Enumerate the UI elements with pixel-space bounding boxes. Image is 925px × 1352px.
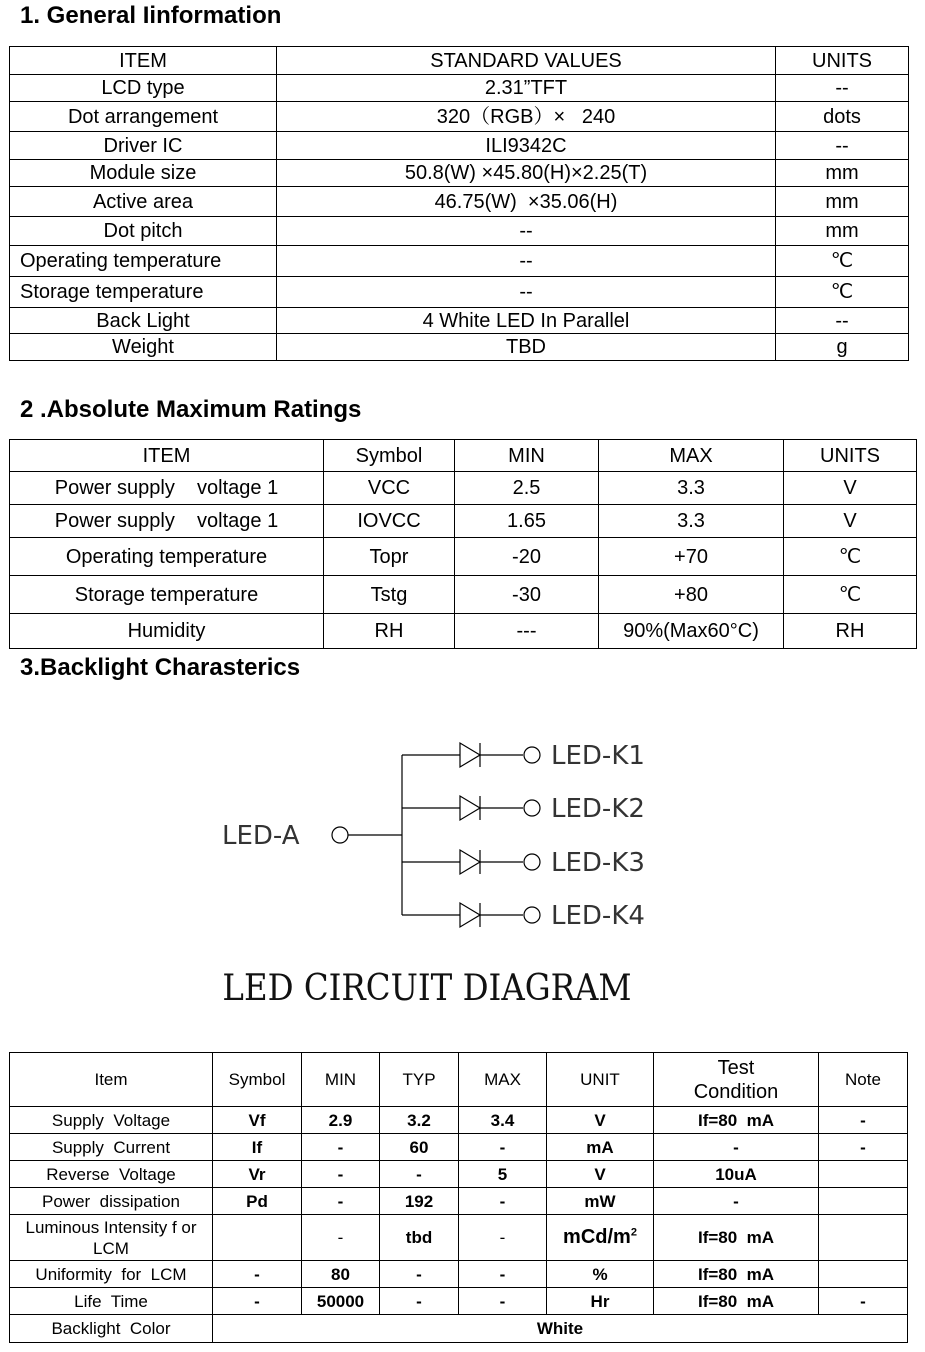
cell: - — [380, 1161, 459, 1188]
cell: +80 — [599, 576, 784, 614]
diode-icon — [460, 850, 480, 874]
cell: - — [302, 1161, 380, 1188]
cell: White — [213, 1315, 908, 1343]
cell: 4 White LED In Parallel — [277, 308, 776, 334]
diode-icon — [460, 743, 480, 767]
cell: Backlight Color — [10, 1315, 213, 1343]
cell: ILI9342C — [277, 132, 776, 160]
table-row — [10, 246, 909, 277]
cell: LCD type — [10, 75, 277, 102]
section-backlight-title: 3.Backlight Charasterics — [20, 654, 301, 681]
header-cell: MIN — [455, 440, 599, 472]
cell: Power supply voltage 1 — [10, 472, 324, 505]
cell: - — [819, 1134, 908, 1161]
cell: - — [459, 1261, 547, 1288]
cell: - — [213, 1261, 302, 1288]
cell: IOVCC — [324, 505, 455, 538]
cell: Operating temperature — [10, 538, 324, 576]
header-cell: UNITS — [784, 440, 917, 472]
cathode-terminal — [524, 854, 540, 870]
cell: Reverse Voltage — [10, 1161, 213, 1188]
cell: - — [819, 1288, 908, 1315]
cell: mm — [776, 217, 909, 246]
cell: ℃ — [776, 277, 909, 308]
cell: 80 — [302, 1261, 380, 1288]
unit-text: mCd/m — [563, 1226, 631, 1248]
table-row — [10, 505, 917, 538]
cell: V — [784, 472, 917, 505]
cell: Power supply voltage 1 — [10, 505, 324, 538]
led-circuit-diagram — [0, 700, 925, 1020]
anode-label: LED-A — [222, 821, 300, 851]
circuit-caption: LED CIRCUIT DIAGRAM — [222, 967, 632, 1010]
cell: Weight — [10, 334, 277, 361]
cell: Driver IC — [10, 132, 277, 160]
table-row — [10, 576, 917, 614]
cell: - — [380, 1261, 459, 1288]
table-row — [10, 1188, 908, 1215]
cell: Topr — [324, 538, 455, 576]
header-cell: ITEM — [10, 440, 324, 472]
cell: If=80 mA — [654, 1215, 819, 1261]
cell: Supply Current — [10, 1134, 213, 1161]
cell: -20 — [455, 538, 599, 576]
header-cell: UNIT — [547, 1053, 654, 1107]
cell: TBD — [277, 334, 776, 361]
cell: VCC — [324, 472, 455, 505]
header-cell: Test Condition — [654, 1053, 819, 1107]
cell: % — [547, 1261, 654, 1288]
cell: Storage temperature — [10, 277, 277, 308]
cell: Life Time — [10, 1288, 213, 1315]
cell: V — [547, 1161, 654, 1188]
cell: - — [302, 1134, 380, 1161]
cell: g — [776, 334, 909, 361]
table-row — [10, 1161, 908, 1188]
cell: ℃ — [784, 538, 917, 576]
cell: 2.31”TFT — [277, 75, 776, 102]
cell: If=80 mA — [654, 1261, 819, 1288]
cell: -- — [776, 75, 909, 102]
cell — [819, 1215, 908, 1261]
cell: - — [654, 1134, 819, 1161]
cell: 10uA — [654, 1161, 819, 1188]
cell: 3.3 — [599, 505, 784, 538]
cell: Hr — [547, 1288, 654, 1315]
cell: RH — [324, 614, 455, 649]
cell: -- — [277, 217, 776, 246]
cell: Humidity — [10, 614, 324, 649]
cell: If=80 mA — [654, 1288, 819, 1315]
anode-terminal — [332, 827, 348, 843]
cathode-label: LED-K1 — [551, 741, 645, 771]
cell: Dot arrangement — [10, 102, 277, 132]
table-row — [10, 75, 909, 102]
cell: - — [459, 1134, 547, 1161]
header-cell: Symbol — [213, 1053, 302, 1107]
table-row — [10, 132, 909, 160]
header-cell: MIN — [302, 1053, 380, 1107]
table-row — [10, 217, 909, 246]
header-cell: ITEM — [10, 47, 277, 75]
table-row — [10, 102, 909, 132]
header-cell: STANDARD VALUES — [277, 47, 776, 75]
cell: 3.3 — [599, 472, 784, 505]
table-row — [10, 1315, 908, 1343]
cell: ℃ — [776, 246, 909, 277]
cell: -- — [776, 132, 909, 160]
absolute-ratings-table — [9, 439, 917, 649]
table-row — [10, 1134, 908, 1161]
diode-icon — [460, 903, 480, 927]
table-row — [10, 1107, 908, 1134]
cell: If=80 mA — [654, 1107, 819, 1134]
section-general-title: 1. General Iinformation — [20, 2, 282, 29]
cell: If — [213, 1134, 302, 1161]
cell: 60 — [380, 1134, 459, 1161]
cell: Operating temperature — [10, 246, 277, 277]
cell: Active area — [10, 187, 277, 217]
cathode-terminal — [524, 907, 540, 923]
table-row — [10, 277, 909, 308]
table-row — [10, 1215, 908, 1261]
table-row — [10, 160, 909, 187]
cell: - — [302, 1188, 380, 1215]
cell: ℃ — [784, 576, 917, 614]
header-cell: Item — [10, 1053, 213, 1107]
cell — [819, 1188, 908, 1215]
cell: 192 — [380, 1188, 459, 1215]
table-header-row — [10, 47, 909, 75]
cell: - — [819, 1107, 908, 1134]
cell: 1.65 — [455, 505, 599, 538]
cell: 90%(Max60°C) — [599, 614, 784, 649]
cell: - — [459, 1215, 547, 1261]
header-cell: Symbol — [324, 440, 455, 472]
cell: - — [302, 1215, 380, 1261]
cathode-label: LED-K4 — [551, 901, 645, 931]
cell: Uniformity for LCM — [10, 1261, 213, 1288]
cell: dots — [776, 102, 909, 132]
header-cell: MAX — [459, 1053, 547, 1107]
unit-exponent: 2 — [630, 1226, 637, 1239]
cell: - — [654, 1188, 819, 1215]
diode-icon — [460, 796, 480, 820]
cell: 3.4 — [459, 1107, 547, 1134]
header-cell: Note — [819, 1053, 908, 1107]
cell: Storage temperature — [10, 576, 324, 614]
cell: - — [213, 1288, 302, 1315]
table-row — [10, 614, 917, 649]
cathode-terminal — [524, 800, 540, 816]
table-row — [10, 1261, 908, 1288]
cell — [213, 1215, 302, 1261]
table-row — [10, 308, 909, 334]
cell: - — [380, 1288, 459, 1315]
cell: Pd — [213, 1188, 302, 1215]
cathode-terminal — [524, 747, 540, 763]
cell: -- — [277, 246, 776, 277]
cell — [819, 1161, 908, 1188]
table-header-row — [10, 1053, 908, 1107]
cell: mA — [547, 1134, 654, 1161]
cell: -30 — [455, 576, 599, 614]
cell: Luminous Intensity f or LCM — [10, 1215, 213, 1261]
table-row — [10, 1288, 908, 1315]
cell: Back Light — [10, 308, 277, 334]
cell: Module size — [10, 160, 277, 187]
cell: Dot pitch — [10, 217, 277, 246]
table-row — [10, 472, 917, 505]
cell: tbd — [380, 1215, 459, 1261]
cell: RH — [784, 614, 917, 649]
table-row — [10, 187, 909, 217]
cell: --- — [455, 614, 599, 649]
table-row — [10, 334, 909, 361]
table-row — [10, 538, 917, 576]
cell: 46.75(W) ×35.06(H) — [277, 187, 776, 217]
cell: - — [459, 1188, 547, 1215]
backlight-table — [9, 1052, 908, 1343]
cell: 50.8(W) ×45.80(H)×2.25(T) — [277, 160, 776, 187]
table-header-row — [10, 440, 917, 472]
cell: mm — [776, 187, 909, 217]
cell: mW — [547, 1188, 654, 1215]
cell: 2.5 — [455, 472, 599, 505]
cell: Vr — [213, 1161, 302, 1188]
cell: Tstg — [324, 576, 455, 614]
cell: Supply Voltage — [10, 1107, 213, 1134]
cathode-label: LED-K2 — [551, 794, 645, 824]
cell — [819, 1261, 908, 1288]
cell: V — [547, 1107, 654, 1134]
cell: Vf — [213, 1107, 302, 1134]
cell: +70 — [599, 538, 784, 576]
cell: -- — [776, 308, 909, 334]
cell: 3.2 — [380, 1107, 459, 1134]
header-cell: UNITS — [776, 47, 909, 75]
cell: 5 — [459, 1161, 547, 1188]
cell: 2.9 — [302, 1107, 380, 1134]
cell: V — [784, 505, 917, 538]
cell: mm — [776, 160, 909, 187]
section-absolute-title: 2 .Absolute Maximum Ratings — [20, 396, 362, 423]
cell: Power dissipation — [10, 1188, 213, 1215]
cell: 320（RGB）× 240 — [277, 102, 776, 132]
cathode-label: LED-K3 — [551, 848, 645, 878]
header-cell: MAX — [599, 440, 784, 472]
cell: - — [459, 1288, 547, 1315]
general-info-table — [9, 46, 909, 361]
header-cell: TYP — [380, 1053, 459, 1107]
cell — [547, 1215, 654, 1261]
cell: 50000 — [302, 1288, 380, 1315]
cell: -- — [277, 277, 776, 308]
